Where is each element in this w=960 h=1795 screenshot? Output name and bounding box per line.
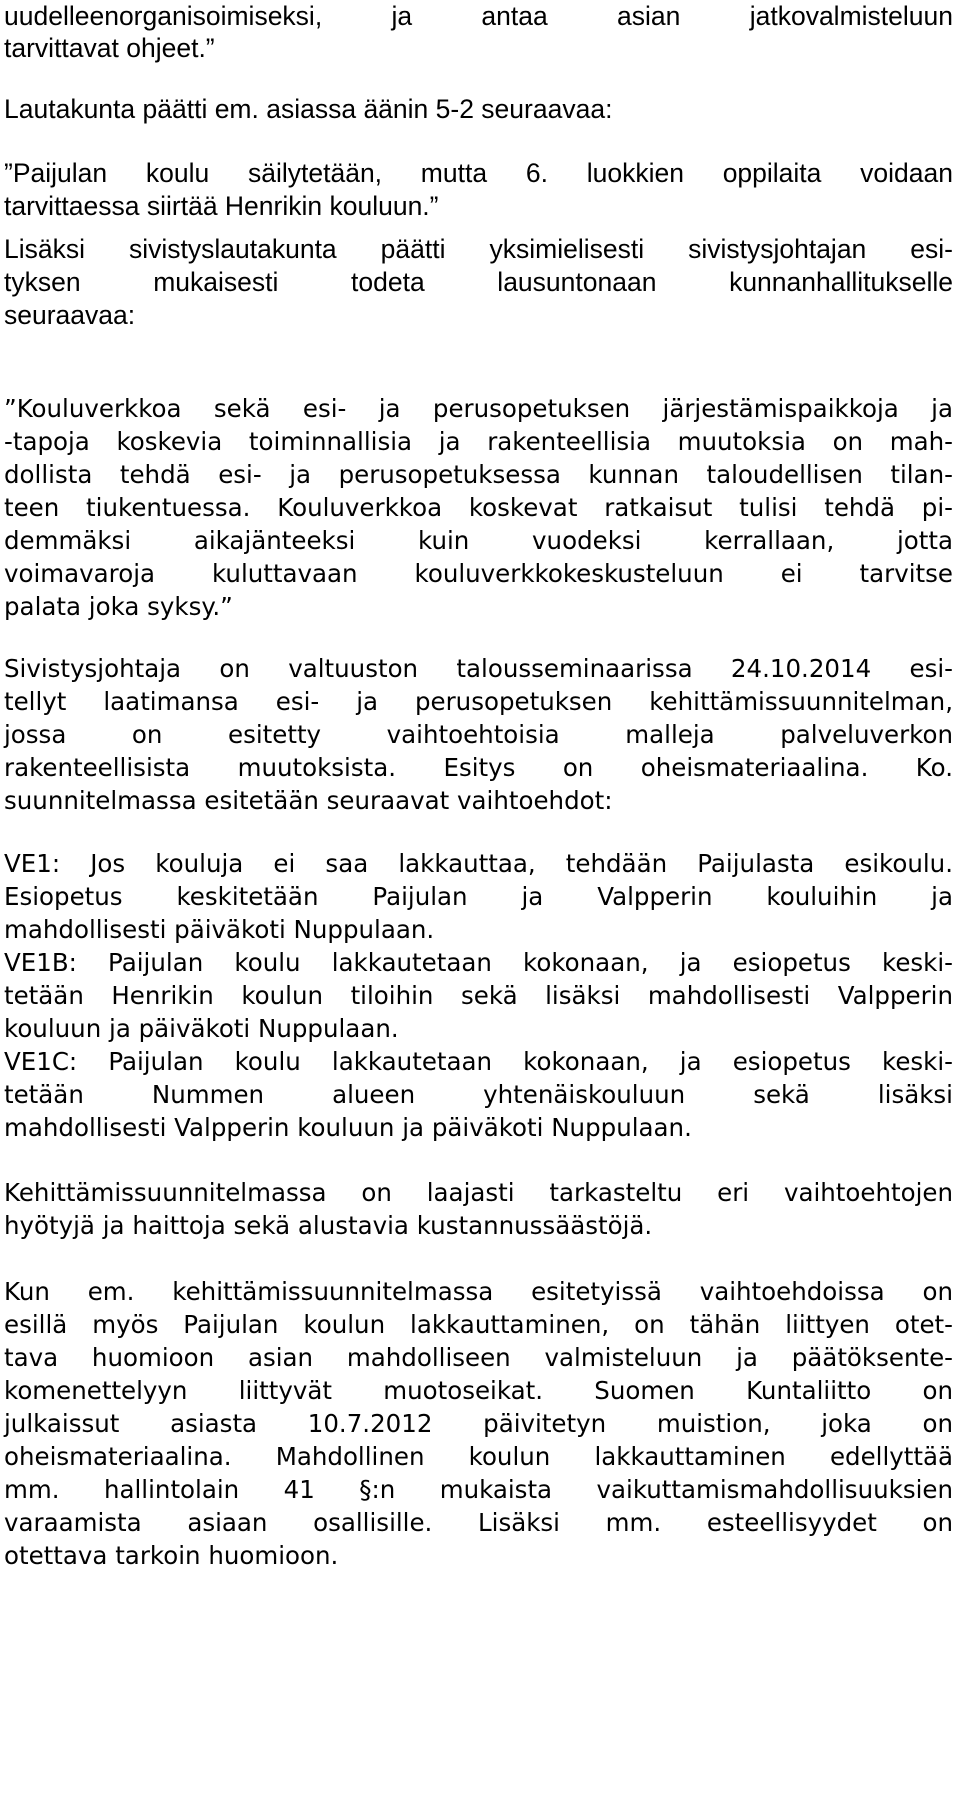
text-line: Sivistysjohtaja on valtuuston talousseminaarissa 24.10.2014 esi- (4, 654, 953, 683)
text-line: tellyt laatimansa esi- ja perusopetuksen kehittämissuunnitelman, (4, 687, 953, 716)
text-line: tarvittaessa siirtää Henrikin kouluun.” (4, 191, 439, 221)
text-line: teen tiukentuessa. Kouluverkkoa koskevat ratkaisut tulisi tehdä pi- (4, 493, 953, 522)
text-line: demmäksi aikajänteeksi kuin vuodeksi kerrallaan, jotta (4, 526, 953, 555)
text-line: palata joka syksy.” (4, 592, 233, 621)
text-line: julkaissut asiasta 10.7.2012 päivitetyn muistion, joka on (4, 1409, 953, 1438)
text-line: hyötyjä ja haittoja sekä alustavia kustannussäästöjä. (4, 1211, 653, 1240)
text-line: ”Kouluverkkoa sekä esi- ja perusopetuksen järjestämispaikkoja ja (4, 394, 953, 423)
text-line: otettava tarkoin huomioon. (4, 1541, 339, 1570)
text-line: seuraavaa: (4, 300, 136, 330)
text-line: voimavaroja kuluttavaan kouluverkkokeskusteluun ei tarvitse (4, 559, 953, 588)
text-line: -tapoja koskevia toiminnallisia ja rakenteellisia muutoksia on mah- (4, 427, 953, 456)
text-line: tarvittavat ohjeet.” (4, 33, 215, 63)
text-line: Kehittämissuunnitelmassa on laajasti tarkasteltu eri vaihtoehtojen (4, 1178, 953, 1207)
text-line: VE1B: Paijulan koulu lakkautetaan kokonaan, ja esiopetus keski- (4, 948, 953, 977)
text-line: oheismateriaalina. Mahdollinen koulun lakkauttaminen edellyttää (4, 1442, 953, 1471)
text-line: Lautakunta päätti em. asiassa äänin 5-2 seuraavaa: (4, 94, 613, 124)
text-line: Esiopetus keskitetään Paijulan ja Valpperin kouluihin ja (4, 882, 953, 911)
text-line: tava huomioon asian mahdolliseen valmisteluun ja päätöksente- (4, 1343, 953, 1372)
text-line: uudelleenorganisoimiseksi, ja antaa asian jatkovalmisteluun (4, 1, 953, 31)
text-line: VE1C: Paijulan koulu lakkautetaan kokonaan, ja esiopetus keski- (4, 1047, 953, 1076)
text-line: ”Paijulan koulu säilytetään, mutta 6. luokkien oppilaita voidaan (4, 158, 953, 188)
text-line: dollista tehdä esi- ja perusopetuksessa kunnan taloudellisen tilan- (4, 460, 953, 489)
text-line: tyksen mukaisesti todeta lausuntonaan kunnanhallitukselle (4, 267, 953, 297)
text-line: VE1: Jos kouluja ei saa lakkauttaa, tehdään Paijulasta esikoulu. (4, 849, 953, 878)
text-line: suunnitelmassa esitetään seuraavat vaihtoehdot: (4, 786, 613, 815)
text-line: jossa on esitetty vaihtoehtoisia malleja palveluverkon (4, 720, 953, 749)
text-line: komenettelyyn liittyvät muotoseikat. Suomen Kuntaliitto on (4, 1376, 953, 1405)
text-line: kouluun ja päiväkoti Nuppulaan. (4, 1014, 399, 1043)
text-line: varaamista asiaan osallisille. Lisäksi mm. esteellisyydet on (4, 1508, 953, 1537)
text-line: mm. hallintolain 41 §:n mukaista vaikuttamismahdollisuuksien (4, 1475, 953, 1504)
text-line: Kun em. kehittämissuunnitelmassa esitetyissä vaihtoehdoissa on (4, 1277, 953, 1306)
text-line: rakenteellisista muutoksista. Esitys on oheismateriaalina. Ko. (4, 753, 953, 782)
text-line: mahdollisesti Valpperin kouluun ja päiväkoti Nuppulaan. (4, 1113, 692, 1142)
text-line: mahdollisesti päiväkoti Nuppulaan. (4, 915, 435, 944)
text-line: Lisäksi sivistyslautakunta päätti yksimielisesti sivistysjohtajan esi- (4, 234, 953, 264)
text-line: tetään Nummen alueen yhtenäiskouluun sekä lisäksi (4, 1080, 953, 1109)
text-line: tetään Henrikin koulun tiloihin sekä lisäksi mahdollisesti Valpperin (4, 981, 953, 1010)
text-line: esillä myös Paijulan koulun lakkauttaminen, on tähän liittyen otet- (4, 1310, 953, 1339)
